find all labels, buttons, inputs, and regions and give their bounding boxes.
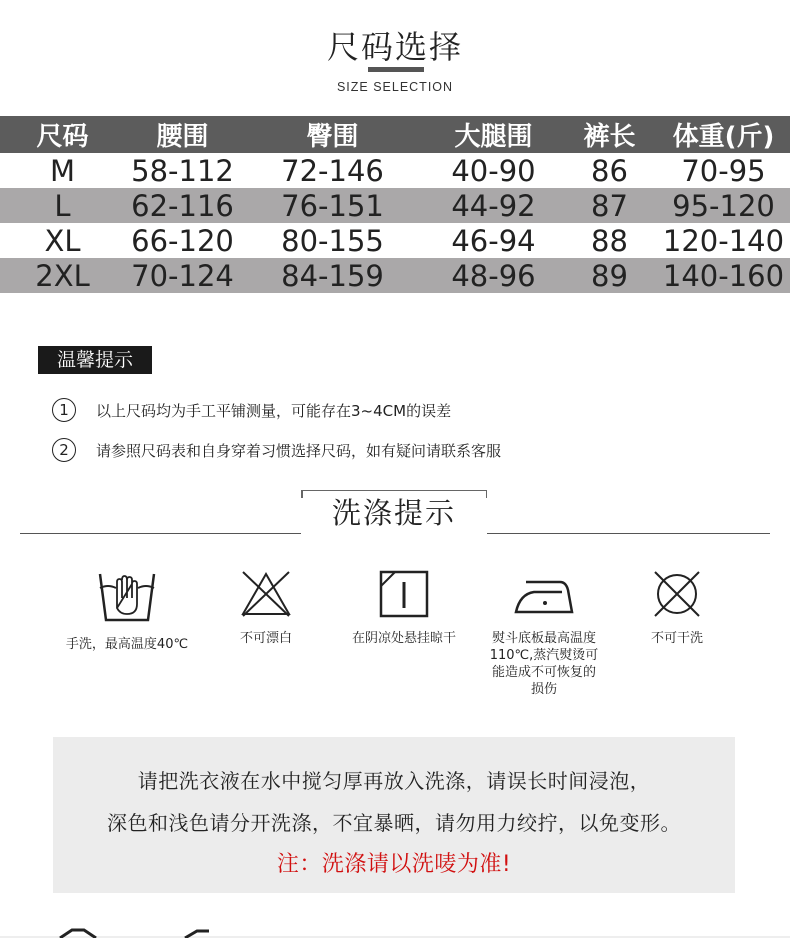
table-row xyxy=(0,153,790,188)
care-item xyxy=(201,568,331,647)
column-header: 尺码 xyxy=(0,116,125,153)
table-cell: 120-140 xyxy=(662,223,785,258)
circled-number: 2 xyxy=(52,438,76,462)
table-cell: 66-120 xyxy=(131,223,234,258)
table-cell: 70-124 xyxy=(125,258,240,293)
title-underline xyxy=(368,67,424,72)
page-subtitle: SIZE SELECTION xyxy=(336,80,454,94)
table-row xyxy=(0,258,790,293)
table-cell: 76-151 xyxy=(240,188,425,223)
table-cell: 89 xyxy=(562,258,657,293)
tip-item xyxy=(52,398,451,422)
hand-wash-icon xyxy=(96,568,158,626)
notice-warning: 注：洗涤请以洗唛为准! xyxy=(276,852,512,877)
care-label: 不可漂白 xyxy=(239,631,292,646)
table-cell: 86 xyxy=(591,153,628,188)
line-dry-shade-icon xyxy=(377,568,431,620)
wash-heading-box xyxy=(301,490,487,535)
table-cell: 84-159 xyxy=(240,258,425,293)
tips-heading: 温馨提示 xyxy=(38,346,152,374)
table-cell: 48-96 xyxy=(425,258,562,293)
table-cell: 87 xyxy=(562,188,657,223)
table-cell: 40-90 xyxy=(451,153,536,188)
notice-line: 请把洗衣液在水中搅匀厚再放入洗涤，请误长时间浸泡， xyxy=(137,769,651,793)
table-row xyxy=(0,188,790,223)
care-item xyxy=(479,568,609,698)
wash-heading: 洗涤提示 xyxy=(331,496,456,530)
table-cell: 95-120 xyxy=(657,188,790,223)
table-cell: 140-160 xyxy=(657,258,790,293)
table-cell: 2XL xyxy=(0,258,125,293)
table-row xyxy=(0,223,790,258)
care-label: 在阴凉处悬挂晾干 xyxy=(351,631,456,646)
tip-item xyxy=(52,438,501,462)
table-cell: 58-112 xyxy=(131,153,234,188)
table-cell: 72-146 xyxy=(281,153,384,188)
care-item xyxy=(339,568,469,647)
no-bleach-icon xyxy=(239,568,293,620)
size-table xyxy=(0,116,790,293)
column-header: 裤长 xyxy=(562,116,657,153)
table-cell: XL xyxy=(44,223,81,258)
circled-number: 1 xyxy=(52,398,76,422)
tip-text: 请参照尺码表和自身穿着习惯选择尺码，如有疑问请联系客服 xyxy=(96,441,502,460)
table-cell: 80-155 xyxy=(281,223,384,258)
care-label: 不可干洗 xyxy=(650,631,703,646)
care-item xyxy=(612,568,742,647)
notice-line: 深色和浅色请分开洗涤，不宜暴晒，请勿用力绞拧，以免变形。 xyxy=(107,811,681,835)
column-header: 腰围 xyxy=(125,116,240,153)
bottom-decoration xyxy=(0,926,790,938)
care-item xyxy=(62,568,192,653)
table-cell: M xyxy=(49,153,76,188)
table-header-row xyxy=(0,116,790,153)
column-header: 大腿围 xyxy=(425,116,562,153)
table-cell: 88 xyxy=(591,223,628,258)
table-cell: 70-95 xyxy=(681,153,766,188)
wash-notice xyxy=(53,737,735,893)
page-title: 尺码选择 xyxy=(326,28,463,66)
column-header: 体重(斤) xyxy=(657,116,790,153)
table-cell: 44-92 xyxy=(425,188,562,223)
column-header: 臀围 xyxy=(240,116,425,153)
iron-icon xyxy=(512,568,576,620)
table-cell: 46-94 xyxy=(451,223,536,258)
tip-text: 以上尺码均为手工平铺测量，可能存在3~4CM的误差 xyxy=(96,401,452,420)
care-label: 手洗，最高温度40℃ xyxy=(65,637,189,652)
no-dry-clean-icon xyxy=(650,568,704,620)
table-cell: L xyxy=(0,188,125,223)
table-cell: 62-116 xyxy=(125,188,240,223)
care-label: 熨斗底板最高温度110℃,蒸汽熨烫可能造成不可恢复的损伤 xyxy=(489,631,599,697)
